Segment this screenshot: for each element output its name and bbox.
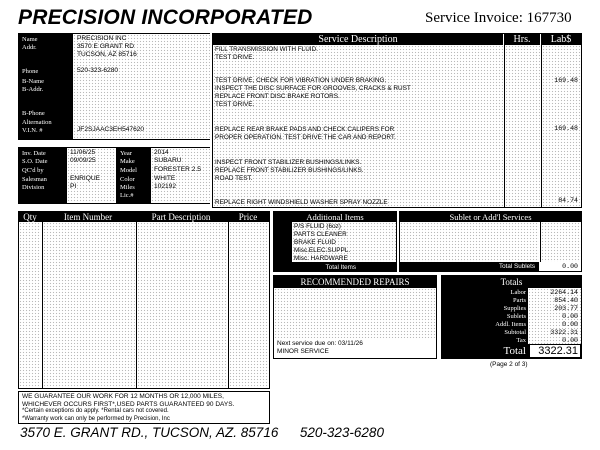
salesman: ENRIQUE xyxy=(70,175,101,182)
service-line: PROPER OPERATION. TEST DRIVE THE CAR AND REPORT. xyxy=(215,134,396,141)
so-date: 09/09/25 xyxy=(70,157,96,164)
vehicle-label-salesman: Salesman xyxy=(22,176,47,183)
next-service-type: MINOR SERVICE xyxy=(277,348,329,355)
recommended-header: RECOMMENDED REPAIRS xyxy=(274,276,436,288)
labor-header: Lab$ xyxy=(541,34,581,45)
vehicle-label-color: Color xyxy=(120,176,135,183)
price-header: Price xyxy=(227,212,269,222)
service-line: INSPECT THE DISC SURFACE FOR GROOVES, CRACKS & RUST xyxy=(215,85,411,92)
total-sublets-value: 0.00 xyxy=(562,263,578,270)
vehicle-label-year: Year xyxy=(120,150,132,157)
service-line: TEST DRIVE, CHECK FOR VIBRATION UNDER BRAKING. xyxy=(215,77,387,84)
parts-table xyxy=(18,211,270,389)
recommended-repairs xyxy=(273,275,437,359)
additional-item: Misc.ELEC.SUPPL. xyxy=(294,247,351,254)
vehicle-label-so-date: S.O. Date xyxy=(22,158,48,165)
grand-total-value: 3322.31 xyxy=(530,345,580,357)
customer-label-addr: Addr. xyxy=(22,44,37,51)
service-line: TEST DRIVE. xyxy=(215,101,255,108)
warranty-note: *Certain exceptions do apply. *Rental cars not covered. xyxy=(22,408,169,414)
vehicle-label-model: Model xyxy=(120,167,137,174)
additional-item: BRAKE FLUID xyxy=(294,239,336,246)
vehicle-label-division: Division xyxy=(22,184,45,191)
customer-addr2: TUCSON, AZ 85716 xyxy=(77,51,137,58)
service-line: INSPECT FRONT STABILIZER BUSHINGS/LINKS. xyxy=(215,159,362,166)
customer-label-name: Name xyxy=(22,36,38,43)
totals-header: Totals xyxy=(500,277,523,287)
hrs-header: Hrs. xyxy=(504,34,540,45)
footer-phone: 520-323-6280 xyxy=(299,425,384,440)
company-name: PRECISION INCORPORATED xyxy=(18,6,313,29)
additional-items xyxy=(273,211,397,272)
totals-label: Sublets xyxy=(506,313,526,320)
total-items-label: Total Items xyxy=(274,262,396,271)
totals-value: 3322.31 xyxy=(550,329,578,336)
invoice-number: 167730 xyxy=(526,10,572,26)
invoice-label: Service Invoice: xyxy=(425,10,523,26)
vehicle-label-make: Make xyxy=(120,158,135,165)
qty-header: Qty xyxy=(19,212,41,222)
totals-label: Supplies xyxy=(503,305,526,312)
service-table xyxy=(212,33,582,208)
customer-vin: JF2SJAAC3EH547620 xyxy=(77,126,145,133)
totals-label: Parts xyxy=(513,297,526,304)
sublet-services xyxy=(399,211,582,272)
totals-value: 2264.14 xyxy=(550,289,578,296)
customer-label-bphone: B-Phone xyxy=(22,110,45,117)
service-line: ROAD TEST. xyxy=(215,175,253,182)
footer-address: 3570 E. GRANT RD., TUCSON, AZ. 85716 xyxy=(20,425,279,440)
additional-items-header: Additional Items xyxy=(274,212,396,222)
totals-label: Labor xyxy=(510,289,526,296)
invoice-title xyxy=(425,10,572,27)
vehicle-label-inv-date: Inv. Date xyxy=(22,150,46,157)
customer-label-bname: B-Name xyxy=(22,78,45,85)
division: PI xyxy=(70,183,77,190)
totals-block xyxy=(441,275,582,359)
service-line: TEST DRIVE. xyxy=(215,54,255,61)
customer-block xyxy=(18,33,210,140)
inv-date: 11/06/25 xyxy=(70,149,96,156)
warranty-line: WHICHEVER OCCURS FIRST*,USED PARTS GUARANTEED 90 DAYS. xyxy=(22,400,235,408)
footer-contact xyxy=(20,425,384,440)
vehicle-model: FORESTER 2.5 xyxy=(154,166,201,173)
customer-phone: 520-323-6280 xyxy=(77,67,119,74)
additional-item: PARTS CLEANER xyxy=(294,231,347,238)
vehicle-block xyxy=(18,147,210,204)
customer-label-alt: Alternation xyxy=(22,119,52,126)
warranty-line: WE GUARANTEE OUR WORK FOR 12 MONTHS OR 12,000 MILES, xyxy=(22,393,224,400)
item-number-header: Item Number xyxy=(41,212,135,222)
sublet-header: Sublet or Add'l Services xyxy=(400,212,581,222)
page-indicator: (Page 2 of 3) xyxy=(490,361,528,368)
vehicle-label-qc: QC'd by xyxy=(22,167,44,174)
total-sublets-label: Total Sublets xyxy=(400,262,539,271)
service-line: REPLACE RIGHT WINDSHIELD WASHER SPRAY NOZZLE xyxy=(215,199,388,206)
vehicle-miles: 102192 xyxy=(154,183,177,190)
customer-label-phone: Phone xyxy=(22,68,39,75)
vehicle-year: 2014 xyxy=(154,149,169,156)
service-line: REPLACE FRONT STABILIZER BUSHINGS/LINKS. xyxy=(215,167,364,174)
service-line: REPLACE FRONT DISC BRAKE ROTORS. xyxy=(215,93,340,100)
additional-item: Misc. HARDWARE xyxy=(294,255,348,262)
warranty-box xyxy=(18,391,270,424)
vehicle-make: SUBARU xyxy=(154,157,182,164)
part-description-header: Part Description xyxy=(135,212,227,222)
totals-value: 0.00 xyxy=(562,337,578,344)
vehicle-label-miles: Miles xyxy=(120,184,135,191)
vehicle-color: WHITE xyxy=(154,175,176,182)
customer-label-vin: V.I.N. # xyxy=(22,127,43,134)
customer-label-baddr: B-Addr. xyxy=(22,86,44,93)
grand-total-label: Total xyxy=(503,345,526,357)
totals-value: 203.77 xyxy=(554,305,578,312)
service-line: FILL TRANSMISSION WITH FLUID. xyxy=(215,46,318,53)
totals-value: 854.40 xyxy=(554,297,578,304)
labor-amount: 169.48 xyxy=(554,77,578,84)
totals-label: Tax xyxy=(516,337,526,344)
totals-value: 0.00 xyxy=(562,321,578,328)
service-description-header: Service Description xyxy=(213,34,503,45)
customer-name: PRECISION INC xyxy=(77,35,127,42)
totals-value: 0.00 xyxy=(562,313,578,320)
service-line: REPLACE REAR BRAKE PADS AND CHECK CALIPERS FOR xyxy=(215,126,395,133)
labor-amount: 169.48 xyxy=(554,125,578,132)
vehicle-label-lic: Lic.# xyxy=(120,192,134,199)
customer-addr1: 3570 E GRANT RD xyxy=(77,43,135,50)
additional-item: P/S FLUID (6oz) xyxy=(294,223,341,230)
labor-amount: 84.74 xyxy=(558,197,578,204)
warranty-note: *Warranty work can only be performed by Precision, Inc xyxy=(22,415,170,422)
totals-label: Addl. Items xyxy=(495,321,526,328)
next-service: Next service due on: 03/11/26 xyxy=(277,340,363,347)
totals-label: Subtotal xyxy=(504,329,526,336)
